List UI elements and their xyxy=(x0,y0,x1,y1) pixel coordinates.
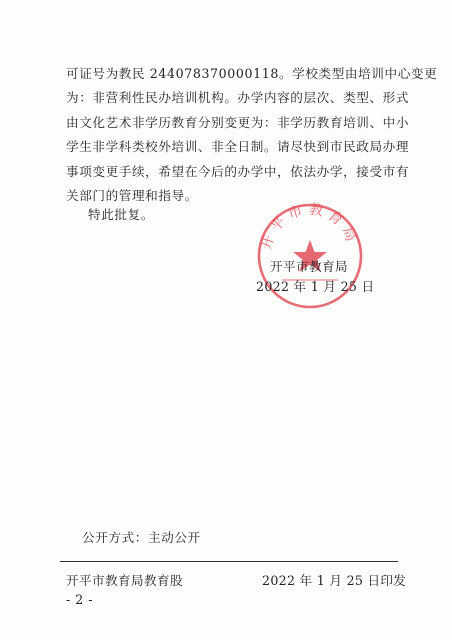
body-line: 由文化艺术非学历教育分别变更为：非学历教育培训、中小 xyxy=(66,114,410,130)
body-line: 可证号为教民 244078370000118。学校类型由培训中心变更 xyxy=(66,66,438,81)
body-line: 关部门的管理和指导。 xyxy=(66,188,198,204)
footer-issuer: 开平市教育局教育股 xyxy=(66,573,183,588)
approval-statement: 特此批复。 xyxy=(88,207,154,222)
footer-print-date: 2022 年 1 月 25 日印发 xyxy=(262,573,407,588)
body-line: 为：非营利性民办培训机构。办学内容的层次、类型、形式 xyxy=(66,90,410,106)
disclosure-method: 公开方式：主动公开 xyxy=(82,530,201,545)
body-line: 事项变更手续，希望在今后的办学中，依法办学，接受市有 xyxy=(66,163,410,179)
svg-text:开平市教育局: 开平市教育局 xyxy=(259,202,360,252)
signature-date: 2022 年 1 月 25 日 xyxy=(256,279,375,294)
signature-organization: 开平市教育局 xyxy=(270,259,348,274)
body-line: 学生非学科类校外培训、非全日制。请尽快到市民政局办理 xyxy=(66,139,410,155)
page-number: - 2 - xyxy=(66,592,94,607)
body-paragraph xyxy=(66,62,438,208)
footer-divider xyxy=(60,561,398,562)
